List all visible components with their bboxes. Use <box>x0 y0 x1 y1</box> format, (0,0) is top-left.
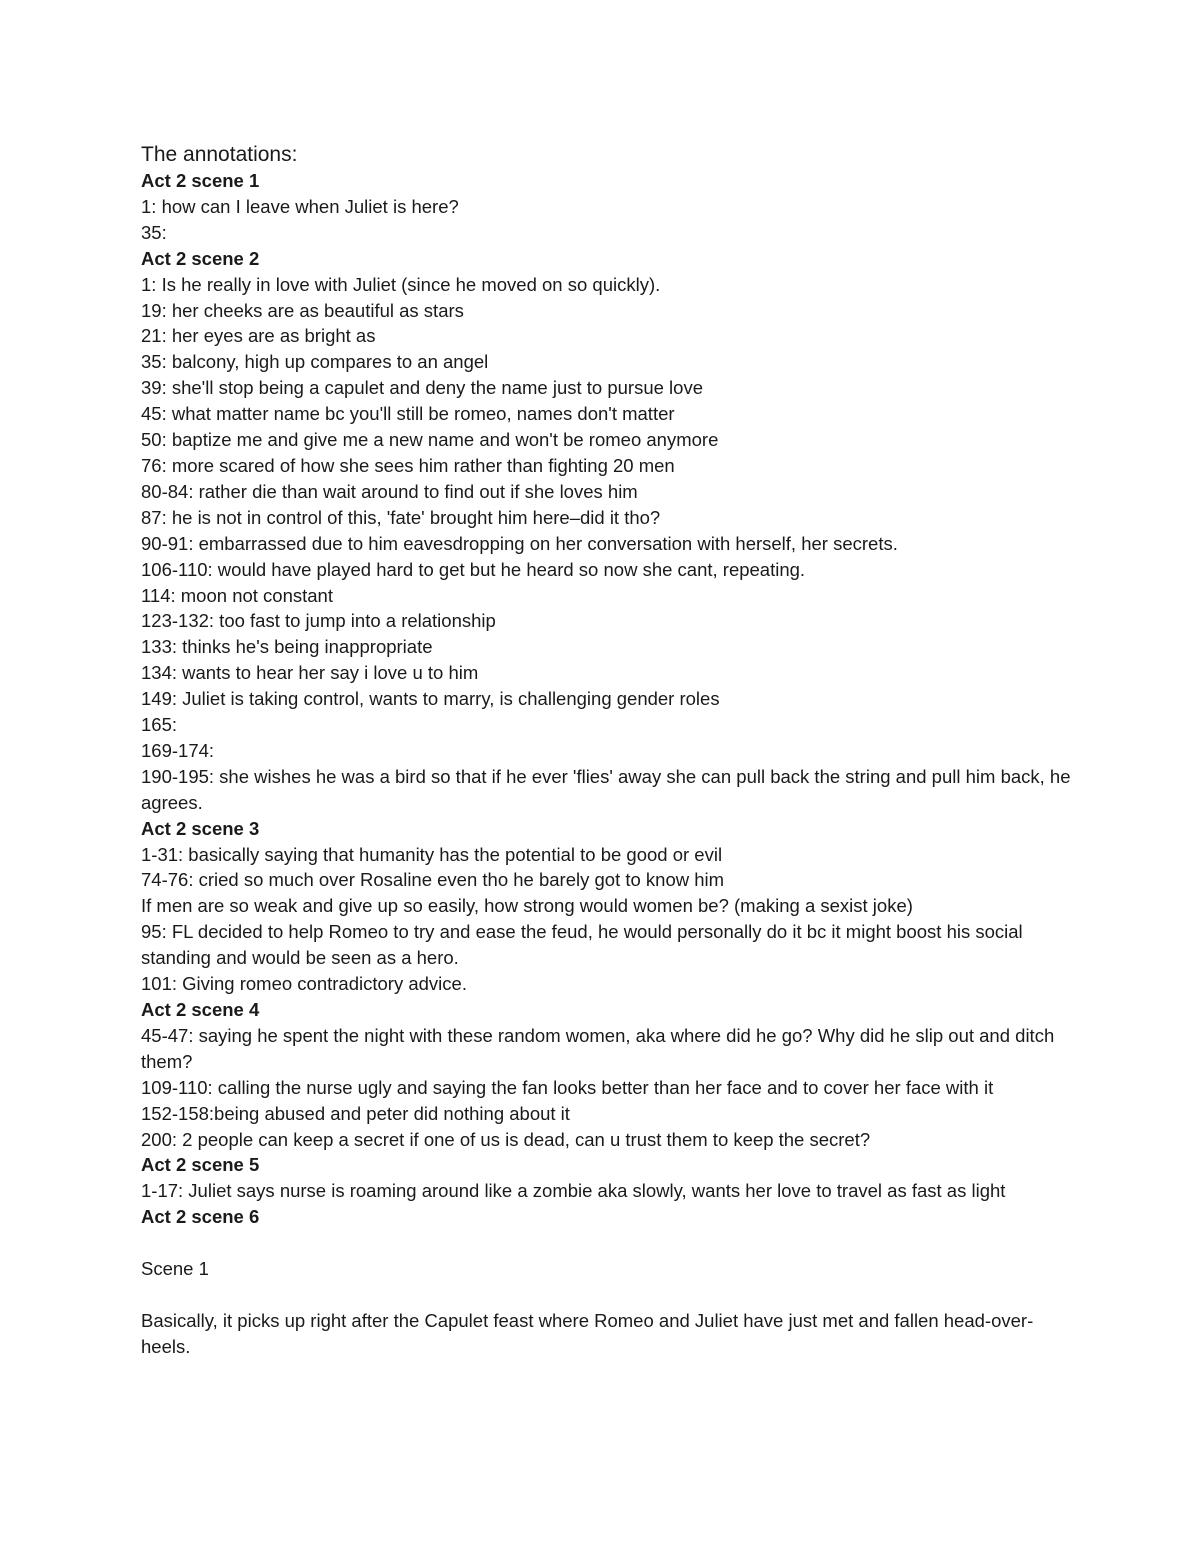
annotation-line: 39: she'll stop being a capulet and deny the name just to pursue love <box>141 377 703 399</box>
section-act2-scene4 <box>141 997 1071 1152</box>
annotation-line: 76: more scared of how she sees him rather than fighting 20 men <box>141 454 675 476</box>
annotation-line: 1: Is he really in love with Juliet (since he moved on so quickly). <box>141 273 661 295</box>
section-heading: Act 2 scene 6 <box>141 1206 260 1228</box>
section-act2-scene6 <box>141 1204 1071 1230</box>
section-heading: Act 2 scene 4 <box>141 999 260 1020</box>
annotation-line: 109-110: calling the nurse ugly and saying the fan looks better than her face and to cover her face with it <box>141 1076 994 1098</box>
section-act2-scene3 <box>141 816 1071 997</box>
annotation-line: 101: Giving romeo contradictory advice. <box>141 973 467 995</box>
blank-line <box>141 1282 1071 1308</box>
annotation-line: 35: <box>141 221 167 243</box>
blank-line <box>141 1230 1071 1256</box>
document-title: The annotations: <box>141 143 298 166</box>
section-heading: Act 2 scene 2 <box>141 247 260 269</box>
annotation-line: 200: 2 people can keep a secret if one of us is dead, can u trust them to keep the secret? <box>141 1128 871 1150</box>
annotation-line: 149: Juliet is taking control, wants to marry, is challenging gender roles <box>141 688 720 710</box>
annotation-line: If men are so weak and give up so easily, how strong would women be? (making a sexist joke) <box>141 895 913 917</box>
annotation-line: 35: balcony, high up compares to an angel <box>141 351 489 373</box>
scene-label: Scene 1 <box>141 1258 209 1280</box>
annotation-line: 45: what matter name bc you'll still be romeo, names don't matter <box>141 403 675 425</box>
annotation-line: 1: how can I leave when Juliet is here? <box>141 195 459 217</box>
annotation-line: 74-76: cried so much over Rosaline even tho he barely got to know him <box>141 869 725 891</box>
annotation-line: 90-91: embarrassed due to him eavesdropping on her conversation with herself, her secrets. <box>141 532 898 554</box>
annotation-line: 114: moon not constant <box>141 584 333 606</box>
annotation-line: 1-17: Juliet says nurse is roaming around like a zombie aka slowly, wants her love to travel as fast as light <box>141 1180 1006 1202</box>
annotation-line: 50: baptize me and give me a new name and won't be romeo anymore <box>141 429 719 451</box>
annotation-line: 165: <box>141 714 178 736</box>
annotation-line: 123-132: too fast to jump into a relationship <box>141 610 496 632</box>
section-act2-scene1 <box>141 168 1071 246</box>
annotation-line: 106-110: would have played hard to get but he heard so now she cant, repeating. <box>141 558 806 580</box>
annotation-line: 190-195: she wishes he was a bird so that if he ever 'flies' away she can pull back the string and pull him back, he agrees. <box>141 765 1071 813</box>
annotation-line: 133: thinks he's being inappropriate <box>141 636 433 658</box>
section-heading: Act 2 scene 3 <box>141 817 260 839</box>
document-body <box>141 141 1071 1360</box>
annotation-line: 19: her cheeks are as beautiful as stars <box>141 299 464 321</box>
annotation-line: 169-174: <box>141 739 215 761</box>
section-act2-scene2 <box>141 246 1071 816</box>
annotation-line: 21: her eyes are as bright as <box>141 325 376 347</box>
annotation-line: 45-47: saying he spent the night with these random women, aka where did he go? Why did he slip out and ditch them? <box>141 1024 1055 1072</box>
section-act2-scene5 <box>141 1152 1071 1204</box>
annotation-line: 87: he is not in control of this, 'fate' brought him here–did it tho? <box>141 506 661 528</box>
annotation-line: 134: wants to hear her say i love u to him <box>141 662 479 684</box>
scene-summary: Basically, it picks up right after the Capulet feast where Romeo and Juliet have just met and fallen head-over-heels. <box>141 1309 1034 1357</box>
annotation-line: 95: FL decided to help Romeo to try and ease the feud, he would personally do it bc it might boost his social standing and would be seen as a hero. <box>141 921 1023 969</box>
annotation-line: 152-158:being abused and peter did nothing about it <box>141 1102 570 1124</box>
annotation-line: 80-84: rather die than wait around to find out if she loves him <box>141 480 638 502</box>
section-heading: Act 2 scene 5 <box>141 1154 260 1176</box>
annotation-line: 1-31: basically saying that humanity has the potential to be good or evil <box>141 843 723 865</box>
section-heading: Act 2 scene 1 <box>141 170 260 191</box>
